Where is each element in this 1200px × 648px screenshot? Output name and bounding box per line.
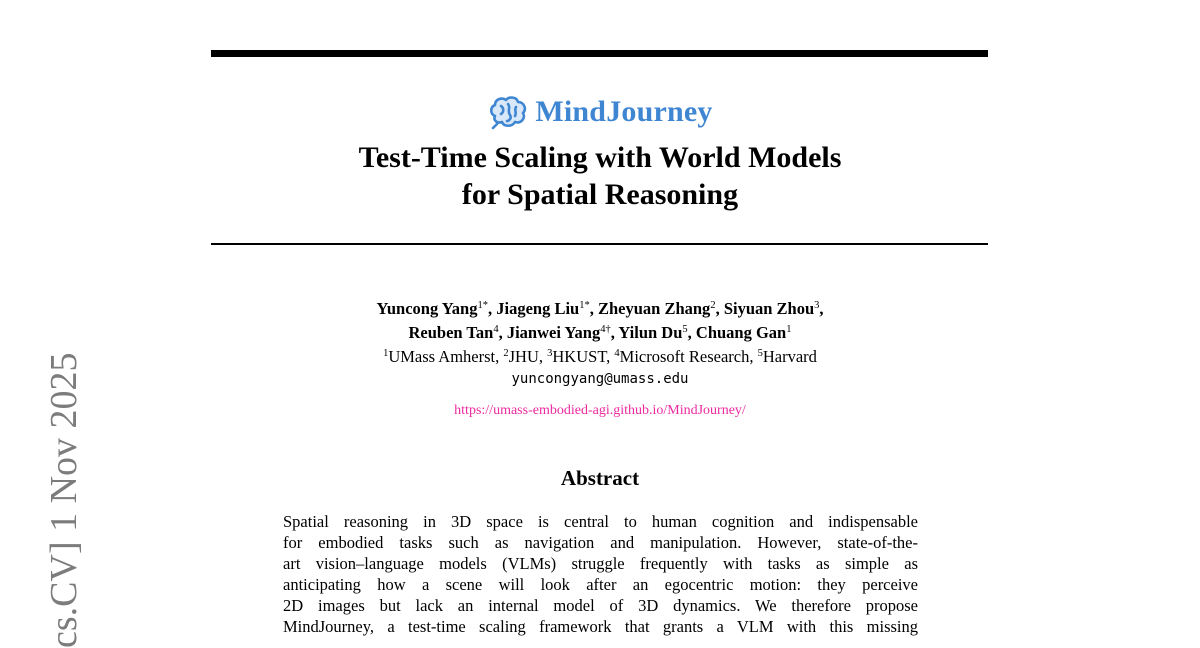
author-sup: 3 <box>814 300 820 311</box>
project-logo <box>0 92 1200 132</box>
author-sup: 1 <box>786 324 792 335</box>
author-sup: 1 <box>579 300 585 311</box>
author-sup: 4 <box>600 324 606 335</box>
abstract-line: 2D images but lack an internal model of 3D dynamics. We therefore propose <box>283 596 918 615</box>
affiliation: Harvard <box>762 347 817 366</box>
author-name: Jiageng Liu <box>496 299 580 318</box>
top-rule <box>211 50 988 57</box>
author-mark: * <box>584 300 590 311</box>
affiliation-sup: 5 <box>757 348 763 359</box>
author-sup: 4 <box>493 324 499 335</box>
author-name: Chuang Gan <box>695 323 787 342</box>
author-name: Siyuan Zhou <box>723 299 815 318</box>
author-name: Zheyuan Zhang <box>597 299 711 318</box>
affiliation-sup: 4 <box>614 348 620 359</box>
affiliations: $^1$UMass Amherst, $^2$JHU, $^3$HKUST, $^4$Microsoft Research, $^5$Harvard <box>383 347 817 366</box>
brain-icon <box>487 94 529 130</box>
author-name: Yilun Du <box>618 323 683 342</box>
affiliation-sup: 1 <box>383 348 389 359</box>
logo-text: MindJourney <box>535 95 713 128</box>
paper-title-line-1: Test-Time Scaling with World Models <box>358 141 842 174</box>
paper-title-line-2: for Spatial Reasoning <box>461 178 739 211</box>
author-name: Yuncong Yang <box>376 299 478 318</box>
abstract-line: Spatial reasoning in 3D space is central to human cognition and indispensable <box>283 512 918 531</box>
contact-email[interactable]: yuncongyang@umass.edu <box>511 371 689 387</box>
author-sup: 1 <box>477 300 483 311</box>
affiliation: HKUST <box>552 347 607 366</box>
bottom-rule <box>211 243 988 245</box>
abstract-line: anticipating how a scene will look after an egocentric motion: they perceive <box>283 575 918 594</box>
author-line-1: Yuncong Yang$^{1*}$, Jiageng Liu$^{1*}$, Zheyuan Zhang$^2$, Siyuan Zhou$^3$, <box>376 299 824 318</box>
project-url-link[interactable]: https://umass-embodied-agi.github.io/MindJourney/ <box>454 403 746 418</box>
author-mark: † <box>605 324 611 335</box>
author-sup: 5 <box>682 324 688 335</box>
abstract-body <box>283 511 918 637</box>
abstract-line: MindJourney, a test-time scaling framework that grants a VLM with this missing <box>283 617 918 636</box>
affiliation: UMass Amherst <box>388 347 496 366</box>
affiliation-sup: 2 <box>503 348 509 359</box>
affiliation: JHU <box>508 347 539 366</box>
arxiv-identifier: cs.CV] 1 Nov 2025 <box>43 352 85 648</box>
author-sup: 2 <box>710 300 716 311</box>
author-name: Jianwei Yang <box>506 323 601 342</box>
author-name: Reuben Tan <box>408 323 494 342</box>
affiliation: Microsoft Research <box>619 347 750 366</box>
abstract-line: art vision–language models (VLMs) struggle frequently with tasks as simple as <box>283 554 918 573</box>
abstract-line: for embodied tasks such as navigation and manipulation. However, state-of-the- <box>283 533 918 552</box>
affiliation-sup: 3 <box>547 348 553 359</box>
author-mark: * <box>482 300 488 311</box>
abstract-heading: Abstract <box>560 466 640 490</box>
author-line-2: Reuben Tan$^4$, Jianwei Yang$^{4\dagger}$, Yilun Du$^5$, Chuang Gan$^1$ <box>408 323 792 342</box>
